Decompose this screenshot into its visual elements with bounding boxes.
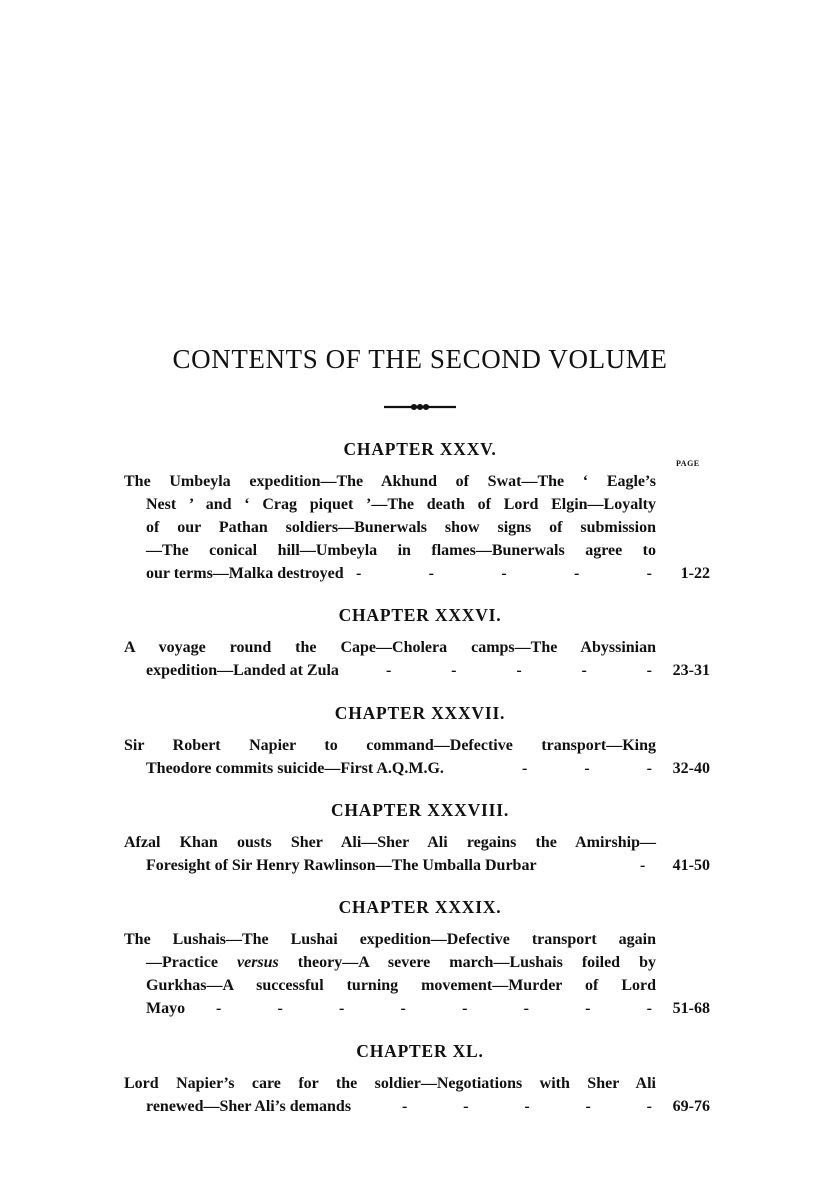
leader-dots: - - - - - (386, 662, 652, 679)
entry-line: The Lushais—The Lushai expedition—Defective transport again (124, 931, 656, 948)
entry-line: Afzal Khan ousts Sher Ali—Sher Ali regains the Amirship— (124, 834, 656, 851)
chapter-entry-xxxv (124, 470, 710, 585)
entry-line: Foresight of Sir Henry Rawlinson—The Umballa Durbar (146, 857, 537, 874)
chapter-entry-xxxvi (124, 636, 710, 682)
entry-last-line (124, 757, 710, 780)
chapter-heading-xxxviii: CHAPTER XXXVIII. (330, 800, 510, 820)
entry-last-line (124, 562, 710, 585)
entry-last-line (124, 1095, 710, 1118)
page-range: 69-76 (672, 1098, 710, 1115)
chapter-entry-xxxvii (124, 734, 710, 780)
leader-dots: - - - - - - - - (216, 1000, 652, 1017)
entry-line: The Umbeyla expedition—The Akhund of Swat—The ‘ Eagle’s (124, 473, 656, 490)
chapter-heading-xxxv: CHAPTER XXXV. (343, 439, 497, 459)
italic-versus: versus (236, 954, 279, 971)
leader-dots: - - - (522, 760, 652, 777)
entry-last-line (124, 659, 710, 682)
entry-line: A voyage round the Cape—Cholera camps—The Abyssinian (124, 639, 656, 656)
chapter-entry-xxxviii (124, 831, 710, 877)
chapter-entry-xl (124, 1072, 710, 1118)
leader-dots: - - - - - (356, 565, 652, 582)
chapter-heading-xxxvii: CHAPTER XXXVII. (334, 703, 506, 723)
entry-line: Gurkhas—A successful turning movement—Murder of Lord (146, 977, 656, 994)
entry-line: renewed—Sher Ali’s demands (146, 1098, 352, 1115)
page-range: 23-31 (672, 662, 710, 679)
leader-dots: - (640, 857, 646, 874)
entry-line: Theodore commits suicide—First A.Q.M.G. (146, 760, 444, 777)
chapter-heading-xxxix: CHAPTER XXXIX. (338, 897, 502, 917)
chapter-heading-xl: CHAPTER XL. (356, 1041, 484, 1061)
entry-line: expedition—Landed at Zula (146, 662, 339, 679)
entry-line: Mayo (146, 1000, 186, 1017)
ornament-divider-icon (384, 400, 456, 414)
chapter-heading-xxxvi: CHAPTER XXXVI. (338, 605, 502, 625)
page-range: 1-22 (680, 565, 710, 582)
entry-line: Lord Napier’s care for the soldier—Negotiations with Sher Ali (124, 1075, 656, 1092)
page-range: 51-68 (672, 1000, 710, 1017)
entry-text: —Practice versus theory—A severe march—Lushais foiled by (146, 954, 656, 971)
entry-line: Sir Robert Napier to command—Defective transport—King (124, 737, 656, 754)
chapter-entry-xxxix (124, 928, 710, 1020)
page-range: 41-50 (672, 857, 710, 874)
page-range: 32-40 (672, 760, 710, 777)
page-column-label: PAGE (676, 459, 700, 468)
page-title: CONTENTS OF THE SECOND VOLUME (172, 344, 668, 374)
entry-last-line (124, 997, 710, 1020)
entry-line: Nest ’ and ‘ Crag piquet ’—The death of Lord Elgin—Loyalty (146, 496, 656, 513)
entry-line: —The conical hill—Umbeyla in flames—Bunerwals agree to (146, 542, 656, 559)
leader-dots: - - - - - (402, 1098, 652, 1115)
entry-last-line (124, 854, 710, 877)
entry-line: our terms—Malka destroyed (146, 565, 344, 582)
entry-line (124, 951, 656, 974)
entry-line: of our Pathan soldiers—Bunerwals show signs of submission (146, 519, 656, 536)
